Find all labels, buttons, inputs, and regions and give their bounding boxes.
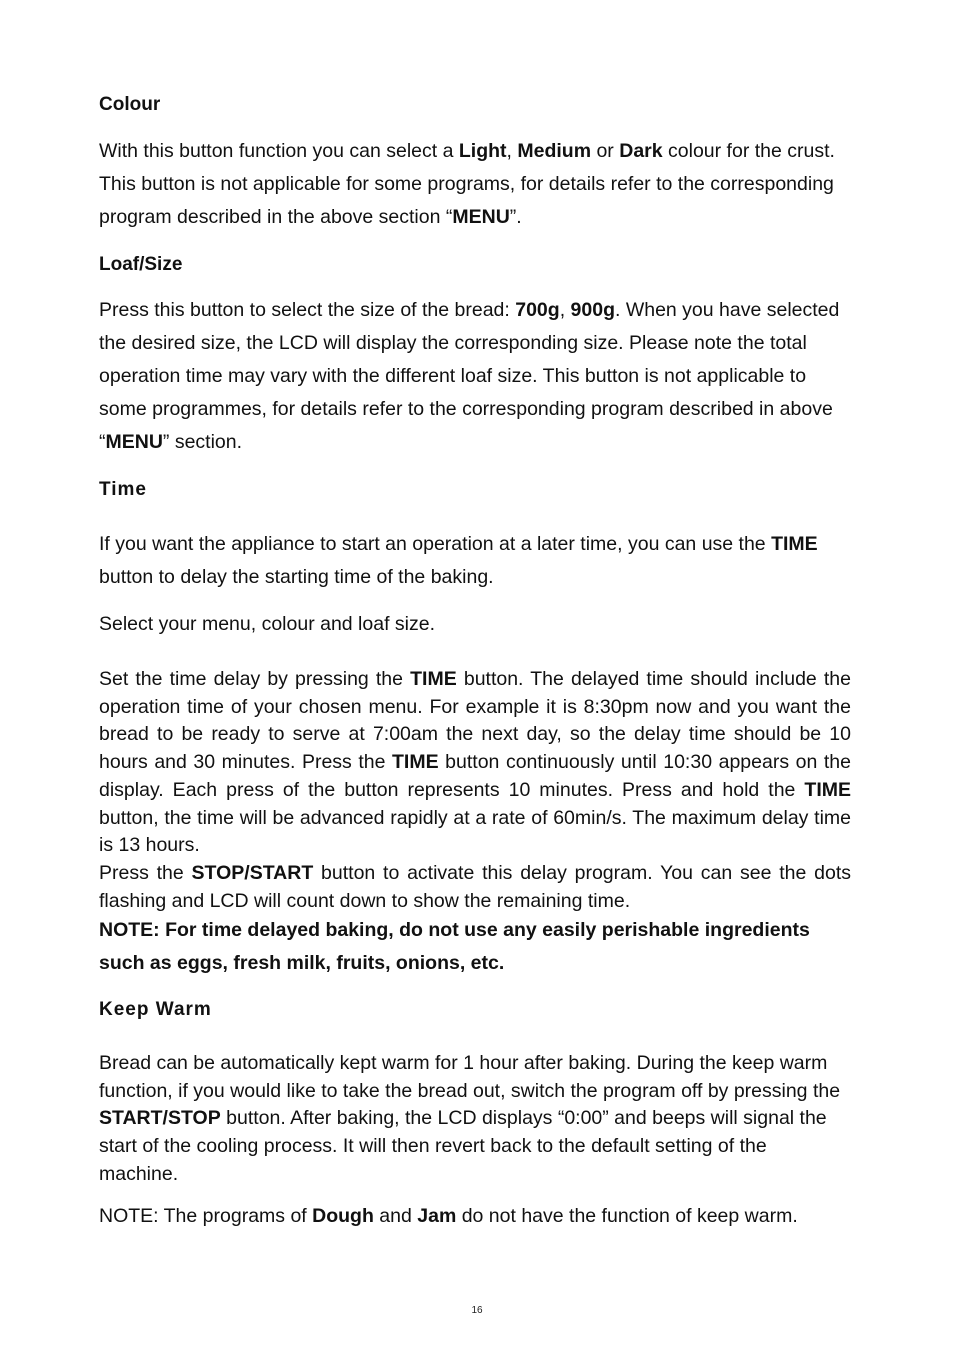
time-paragraph-select: Select your menu, colour and loaf size. [99,613,436,635]
time-paragraph-start: Press the STOP/START button to activate this delay program. You can see the dots flashing and LCD will count down to show the remaining time. [99,862,851,912]
colour-heading: Colour [99,94,161,115]
loaf-size-heading: Loaf/Size [99,254,183,275]
keep-warm-heading: Keep Warm [99,999,212,1020]
page-number: 16 [471,1305,483,1316]
time-paragraph-intro: If you want the appliance to start an operation at a later time, you can use the TIME button to delay the starting time of the baking. [99,533,818,588]
time-note: NOTE: For time delayed baking, do not use any easily perishable ingredients such as eggs, fresh milk, fruits, onions, etc. [99,919,810,974]
time-paragraph-delay: Set the time delay by pressing the TIME button. The delayed time should include the operation time of your chosen menu. For example it is 8:30pm now and you want the bread to be ready to serve at 7:00am the next day, so the delay time should be 10 hours and 30 minutes. Press the TIME button continuously until 10:30 appears on the display. Each press of the button represents 10 minutes. Press and hold the TIME button, the time will be advanced rapidly at a rate of 60min/s. The maximum delay time is 13 hours. [99,668,851,857]
keep-warm-note: NOTE: The programs of Dough and Jam do not have the function of keep warm. [99,1205,798,1227]
colour-paragraph: With this button function you can select a Light, Medium or Dark colour for the crust. This button is not applicable for some programs, for details refer to the corresponding program described in the above section “MENU”. [99,140,835,228]
time-heading: Time [99,479,148,500]
keep-warm-paragraph: Bread can be automatically kept warm for 1 hour after baking. During the keep warm function, if you would like to take the bread out, switch the program off by pressing the START/STOP button. After baking, the LCD displays “0:00” and beeps will signal the start of the cooling process. It will then revert back to the default setting of the machine. [99,1052,841,1185]
loaf-size-paragraph: Press this button to select the size of the bread: 700g, 900g. When you have selected the desired size, the LCD will display the corresponding size. Please note the total operation time may vary with the different loaf size. This button is not applicable to some programmes, for details refer to the corresponding program described in above “MENU” section. [99,299,840,453]
